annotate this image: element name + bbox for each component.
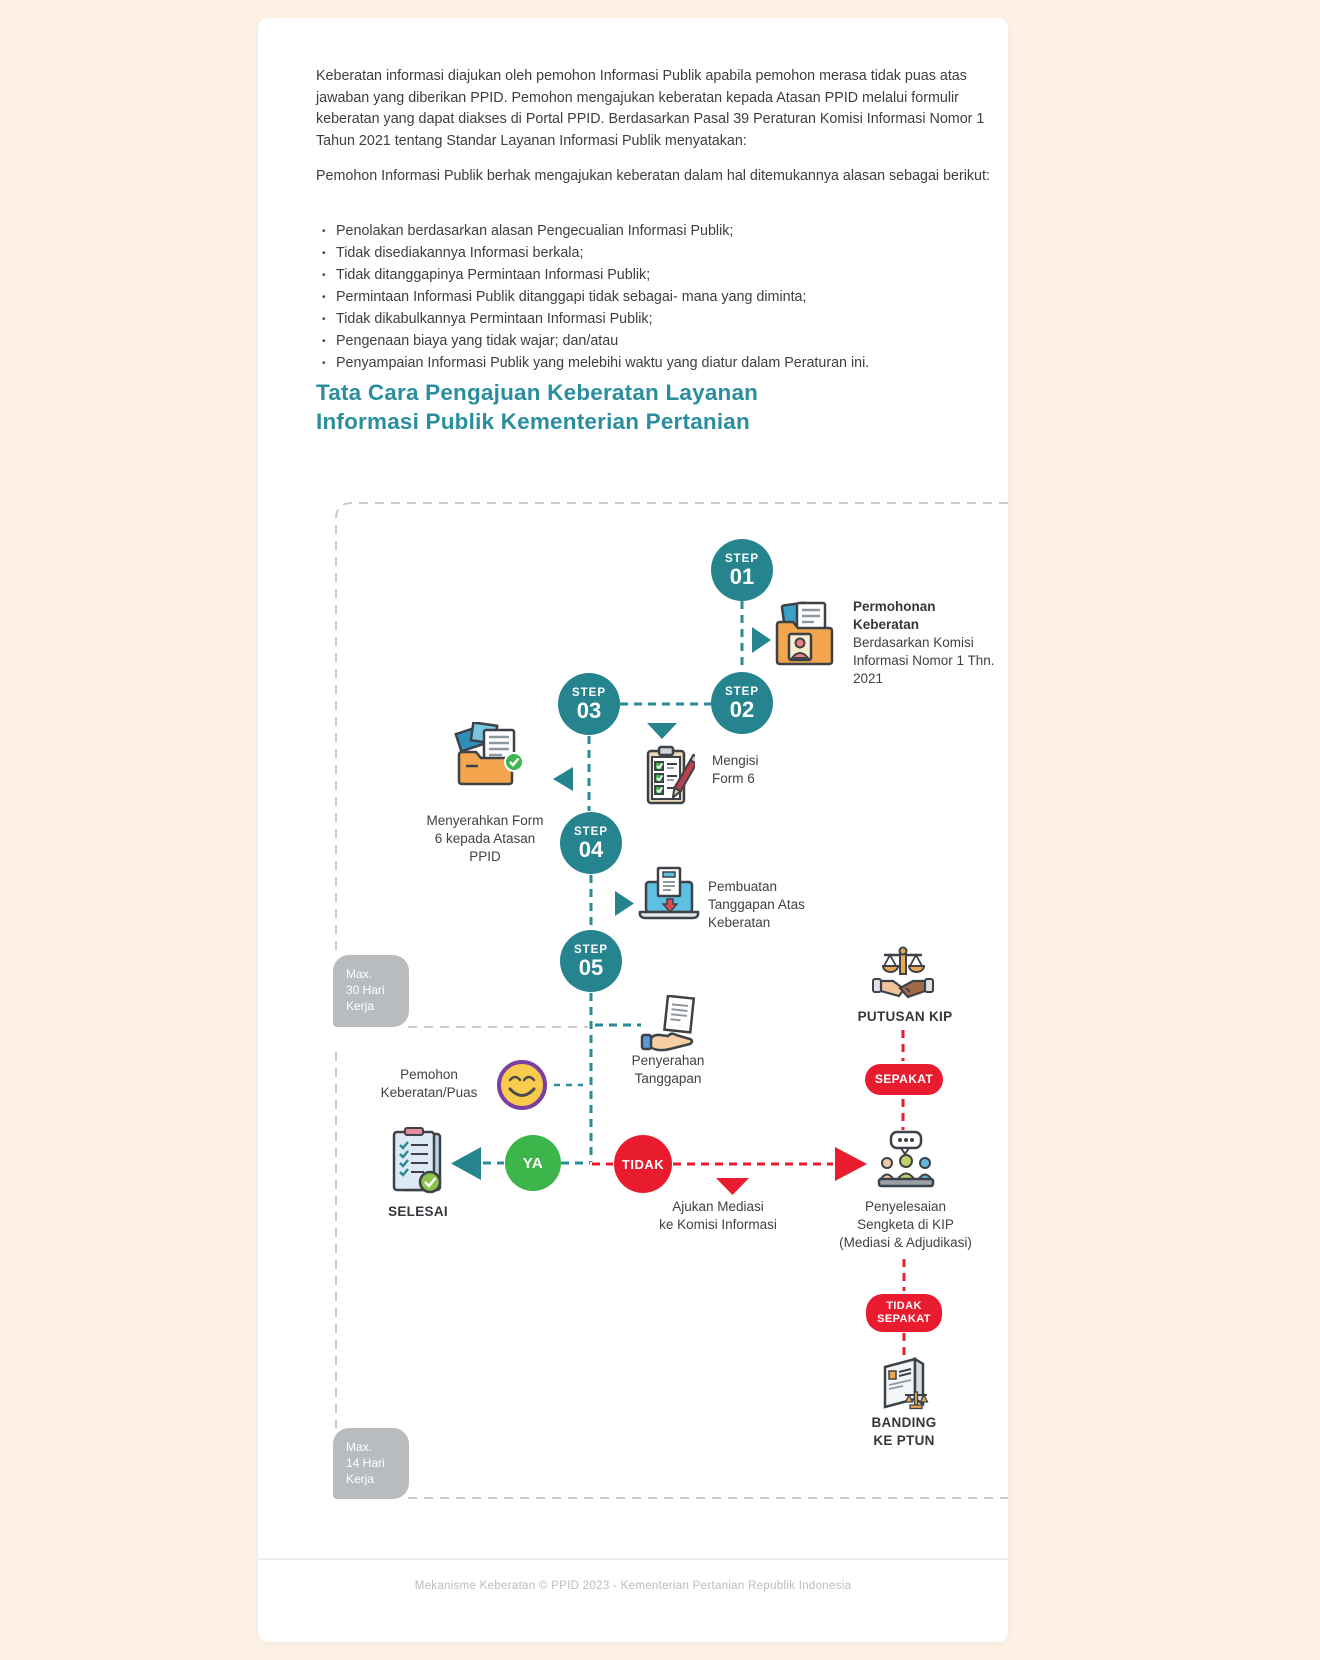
step-05-circle [560, 930, 622, 992]
label-banding-ptun [858, 1414, 950, 1450]
intro-paragraph-1: Keberatan informasi diajukan oleh pemohon Informasi Publik apabila pemohon merasa tidak puas atas jawaban yang diberikan PPID. Pemohon mengajukan keberatan kepada Atasan PPID melalui formulir keberatan yang dapat diakses di Portal PPID. Berdasarkan Pasal 39 Peraturan Komisi Informasi Nomor 1 Tahun 2021 tentang Standar Layanan Informasi Publik menyatakan: [316, 68, 985, 149]
label-permohonan-title: Permohonan Keberatan [853, 599, 936, 632]
arrow-right-step4 [615, 891, 634, 916]
completed-checklist-icon [388, 1126, 446, 1196]
reason-item: • Tidak dikabulkannya Permintaan Informasi Publik; [320, 308, 1008, 330]
reason-item: • Pengenaan biaya yang tidak wajar; dan/atau [320, 330, 1008, 352]
label-line: Sengketa di KIP [857, 1217, 954, 1232]
reason-item: • Penyampaian Informasi Publik yang melebihi waktu yang diatur dalam Peraturan ini. [320, 352, 1008, 374]
badge-line: Max. [346, 967, 373, 981]
label-penyerahan-tanggapan [620, 1052, 716, 1088]
laptop-document-icon [638, 866, 700, 928]
label-line: Tanggapan [634, 1071, 702, 1086]
label-line: ke Komisi Informasi [659, 1217, 777, 1232]
step-number: 01 [729, 563, 755, 589]
arrow-left-selesai [451, 1147, 481, 1180]
page-title-line1: Tata Cara Pengajuan Keberatan Layanan [316, 380, 759, 405]
label-permohonan [853, 598, 1003, 688]
page-title-line2: Informasi Publik Kementerian Pertanian [316, 409, 750, 434]
arrow-down-step2 [647, 723, 677, 739]
step-word: STEP [724, 685, 760, 698]
badge-tidak-sepakat [866, 1294, 942, 1332]
badge-line: 30 Hari [346, 983, 385, 997]
label-pembuatan-tanggapan: Pembuatan Tanggapan Atas Keberatan [708, 879, 805, 930]
reason-item: • Permintaan Informasi Publik ditanggapi tidak sebagai- mana yang diminta; [320, 286, 1008, 308]
arrow-right-step1 [752, 627, 771, 653]
label-line: Ajukan Mediasi [672, 1199, 764, 1214]
label-penyelesaian-sengketa [818, 1198, 993, 1252]
label-line: (Mediasi & Adjudikasi) [839, 1235, 972, 1250]
step-word: STEP [573, 825, 609, 838]
badge-line: 14 Hari [346, 1456, 385, 1470]
badge-line: Max. [346, 1440, 373, 1454]
label-line: SEPAKAT [877, 1313, 931, 1325]
step-word: STEP [573, 943, 609, 956]
label-mengisi-form: Mengisi Form 6 [712, 753, 759, 786]
step-word: STEP [724, 552, 760, 565]
mediation-meeting-icon [875, 1130, 937, 1192]
label-putusan-kip: PUTUSAN KIP [857, 1009, 953, 1024]
hand-document-icon [640, 995, 704, 1059]
reason-item: • Tidak disediakannya Informasi berkala; [320, 242, 1008, 264]
step-number: 04 [578, 836, 604, 862]
footer-copyright: Mekanisme Keberatan © PPID 2023 - Kementerian Pertanian Republik Indonesia [414, 1580, 852, 1592]
step-number: 03 [576, 697, 602, 723]
decision-no: TIDAK [614, 1135, 672, 1193]
decision-yes: YA [505, 1135, 561, 1191]
label-line: Penyerahan [631, 1053, 705, 1068]
label-line: Penyelesaian [864, 1199, 947, 1214]
folder-documents-check-icon [450, 722, 538, 802]
arrow-right-mediasi [835, 1147, 867, 1181]
step-01-circle [711, 539, 773, 601]
label-line: Keberatan/Puas [380, 1085, 478, 1100]
badge-line: Kerja [346, 999, 375, 1013]
label-pemohon-puas [368, 1066, 490, 1102]
badge-sepakat: SEPAKAT [865, 1064, 943, 1095]
smiley-icon [495, 1058, 549, 1112]
step-04-circle [560, 812, 622, 874]
label-line: BANDING [871, 1415, 937, 1430]
label-menyerahkan-form: Menyerahkan Form 6 kepada Atasan PPID [426, 813, 544, 864]
step-word: STEP [571, 686, 607, 699]
label-line: Pemohon [400, 1067, 458, 1082]
badge-max-30-days [333, 955, 409, 1027]
reason-item: • Penolakan berdasarkan alasan Pengecualian Informasi Publik; [320, 220, 1008, 242]
label-line: TIDAK [886, 1300, 922, 1312]
folder-photo-icon [775, 600, 835, 668]
form-checklist-icon [640, 745, 695, 807]
court-appeal-document-icon [875, 1355, 931, 1413]
label-permohonan-desc: Berdasarkan Komisi Informasi Nomor 1 Thn. 2021 [853, 635, 995, 686]
scales-handshake-icon [872, 945, 934, 1007]
step-number: 02 [729, 696, 755, 722]
arrow-down-ajukan [716, 1178, 749, 1195]
label-line: KE PTUN [873, 1433, 935, 1448]
badge-line: Kerja [346, 1472, 375, 1486]
label-selesai: SELESAI [388, 1204, 448, 1219]
intro-paragraph-2: Pemohon Informasi Publik berhak mengajukan keberatan dalam hal ditemukannya alasan sebagai berikut: [316, 168, 990, 184]
step-number: 05 [578, 954, 604, 980]
label-ajukan-mediasi [648, 1198, 788, 1234]
footer-divider [258, 1558, 1008, 1560]
badge-max-14-days [333, 1428, 409, 1499]
step-02-circle [711, 672, 773, 734]
arrow-left-step3 [553, 767, 573, 791]
step-03-circle [558, 673, 620, 735]
reason-item: • Tidak ditanggapinya Permintaan Informasi Publik; [320, 264, 1008, 286]
